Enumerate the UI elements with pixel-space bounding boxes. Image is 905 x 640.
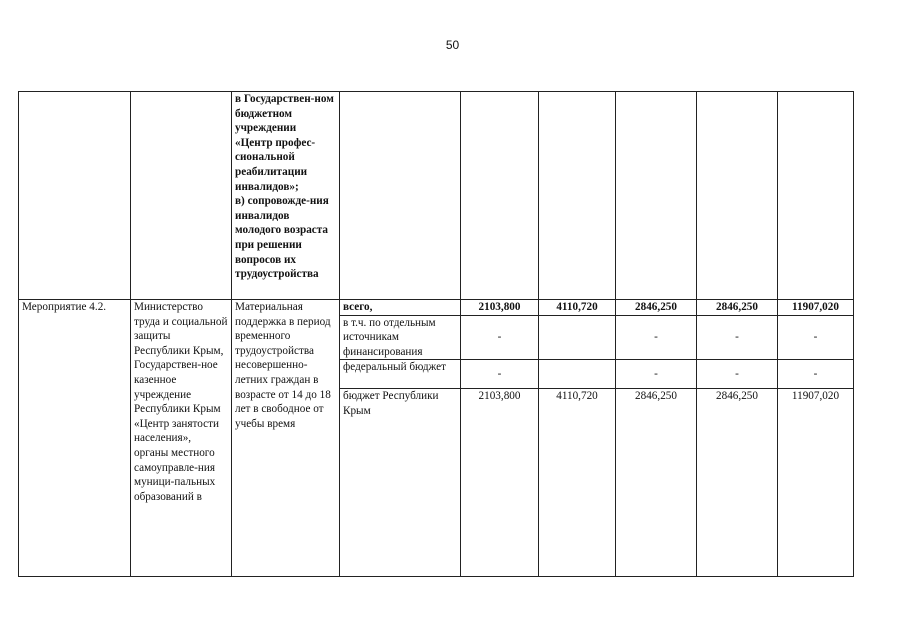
funding-value: 2846,250	[697, 300, 778, 316]
funding-value	[539, 360, 616, 389]
measure-executor: Министерство труда и социальной защиты Республики Крым, Государствен-ное казенное учреждение Республики Крым «Центр занятости населения», органы местного самоуправле-ния муници-пальных образований в	[134, 301, 228, 503]
description-cell	[232, 300, 340, 577]
value-cell	[778, 92, 854, 300]
funding-value: -	[461, 360, 539, 389]
funding-value: -	[697, 315, 778, 360]
description-cell	[232, 92, 340, 300]
funding-value: 4110,720	[539, 389, 616, 577]
funding-value: 2103,800	[461, 300, 539, 316]
funding-value: 4110,720	[539, 300, 616, 316]
value-cell	[697, 92, 778, 300]
funding-value	[539, 315, 616, 360]
value-cell	[616, 92, 697, 300]
funding-value: -	[778, 360, 854, 389]
funding-source-cell	[340, 92, 461, 300]
funding-value: 2846,250	[697, 389, 778, 577]
funding-row-total	[19, 300, 854, 316]
funding-value: -	[616, 315, 697, 360]
funding-value: -	[778, 315, 854, 360]
executor-cell	[131, 300, 232, 577]
funding-value: -	[461, 315, 539, 360]
executor-cell	[131, 92, 232, 300]
continuation-description: в Государствен-ном бюджетном учреждении «Центр профес-сиональной реабилитации инвалидов»; в) сопровожде-ния инвалидов молодого возраста при решении вопросов их трудоустройства	[235, 93, 334, 281]
funding-value: 2103,800	[461, 389, 539, 577]
funding-value: 11907,020	[778, 300, 854, 316]
funding-value: -	[616, 360, 697, 389]
value-cell	[539, 92, 616, 300]
funding-value: 11907,020	[778, 389, 854, 577]
funding-source: бюджет Республики Крым	[340, 389, 461, 577]
value-cell	[461, 92, 539, 300]
measure-name: Мероприятие 4.2.	[22, 301, 107, 313]
measure-description: Материальная поддержка в период временного трудоустройства несовершенно-летних граждан в возрасте от 14 до 18 лет в свободное от учебы время	[235, 301, 331, 430]
funding-source: федеральный бюджет	[340, 360, 461, 389]
measure-name-cell	[19, 92, 131, 300]
funding-source: в т.ч. по отдельным источникам финансирования	[340, 315, 461, 360]
page-number: 50	[445, 38, 460, 52]
continuation-row	[19, 92, 854, 300]
measure-name-cell	[19, 300, 131, 577]
funding-source: всего,	[340, 300, 461, 316]
program-table	[18, 91, 854, 577]
funding-value: 2846,250	[616, 389, 697, 577]
funding-value: 2846,250	[616, 300, 697, 316]
funding-value: -	[697, 360, 778, 389]
